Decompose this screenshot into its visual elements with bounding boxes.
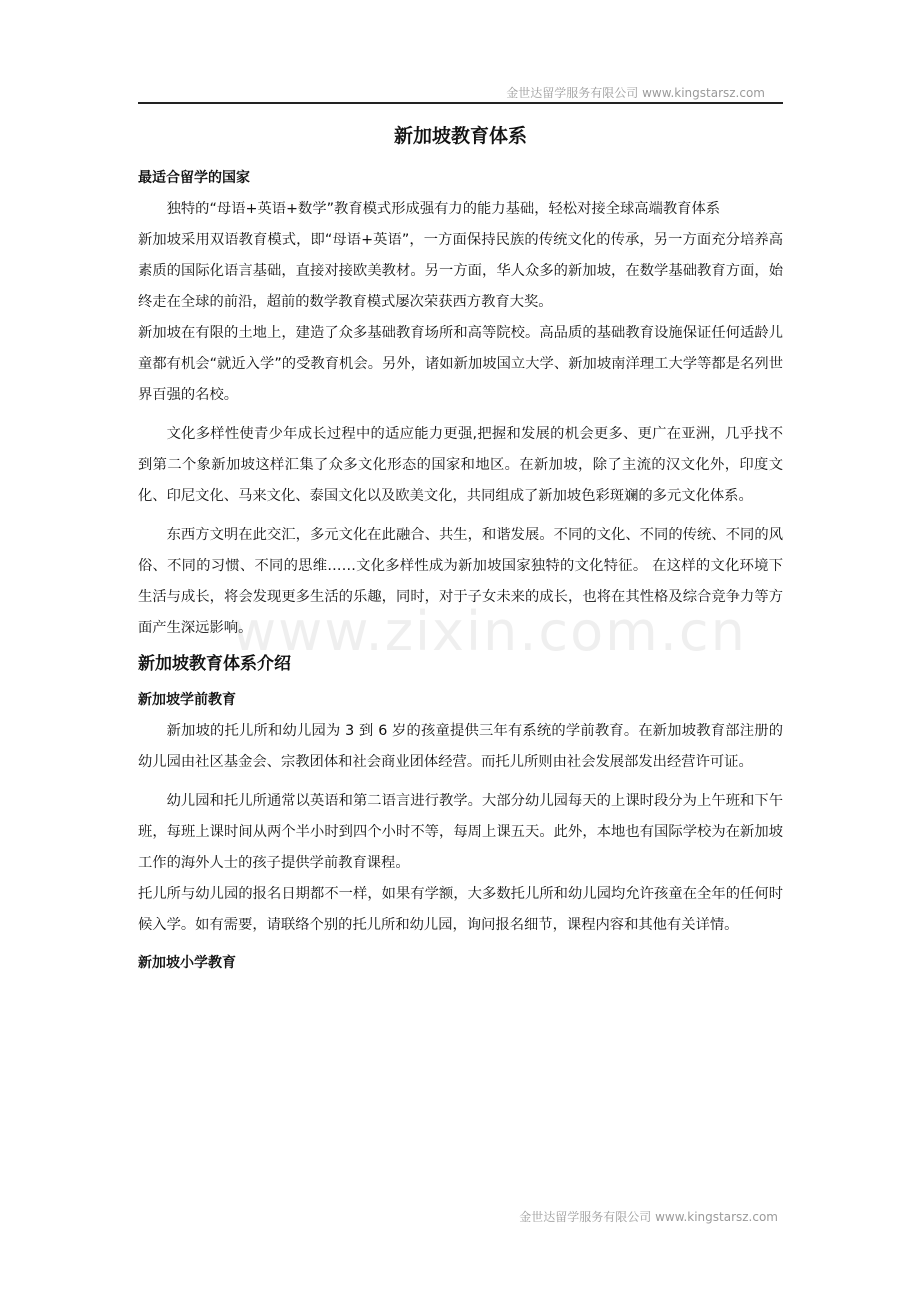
section-heading-system-intro: 新加坡教育体系介绍 bbox=[138, 654, 291, 674]
paragraph: 独特的“母语+英语+数学”教育模式形成强有力的能力基础，轻松对接全球高端教育体系 bbox=[166, 201, 721, 217]
paragraph: 新加坡在有限的土地上，建造了众多基础教育场所和高等院校。高品质的基础教育设施保证任何适龄儿童都有机会“就近入学”的受教育机会。另外，诸如新加坡国立大学、新加坡南洋理工大学等都是名列世界百强的名校。 bbox=[138, 325, 783, 403]
paragraph: 新加坡的托儿所和幼儿园为 3 到 6 岁的孩童提供三年有系统的学前教育。在新加坡教育部注册的幼儿园由社区基金会、宗教团体和社会商业团体经营。而托儿所则由社会发展部发出经营许可证。 bbox=[138, 723, 783, 770]
paragraph: 幼儿园和托儿所通常以英语和第二语言进行教学。大部分幼儿园每天的上课时段分为上午班和下午班，每班上课时间从两个半小时到四个小时不等，每周上课五天。此外，本地也有国际学校为在新加坡工作的海外人士的孩子提供学前教育课程。 bbox=[138, 793, 783, 871]
section-heading-preschool: 新加坡学前教育 bbox=[138, 692, 236, 708]
paragraph: 托儿所与幼儿园的报名日期都不一样，如果有学额，大多数托儿所和幼儿园均允许孩童在全年的任何时候入学。如有需要，请联络个别的托儿所和幼儿园，询问报名细节，课程内容和其他有关详情。 bbox=[138, 886, 783, 933]
page-footer: 金世达留学服务有限公司 www.kingstarsz.com bbox=[519, 1210, 778, 1224]
page-header bbox=[138, 80, 783, 104]
paragraph: 东西方文明在此交汇，多元文化在此融合、共生，和谐发展。不同的文化、不同的传统、不同的风俗、不同的习惯、不同的思维……文化多样性成为新加坡国家独特的文化特征。 在这样的文化环境下生活与成长，将会发现更多生活的乐趣，同时，对于子女未来的成长，也将在其性格及综合竞争力等方面产生深远影响。 bbox=[138, 527, 783, 636]
header-company-text: 金世达留学服务有限公司 www.kingstarsz.com bbox=[506, 86, 765, 100]
paragraph: 新加坡采用双语教育模式，即“母语+英语”，一方面保持民族的传统文化的传承，另一方面充分培养高素质的国际化语言基础，直接对接欧美教材。另一方面，华人众多的新加坡，在数学基础教育方面，始终走在全球的前沿，超前的数学教育模式屡次荣获西方教育大奖。 bbox=[138, 232, 783, 310]
section-heading-primary: 新加坡小学教育 bbox=[138, 955, 236, 971]
page-title: 新加坡教育体系 bbox=[393, 125, 527, 147]
watermark: www.zixin.com.cn bbox=[232, 600, 747, 663]
section-heading-best-country: 最适合留学的国家 bbox=[138, 170, 250, 186]
paragraph: 文化多样性使青少年成长过程中的适应能力更强,把握和发展的机会更多、更广在亚洲，几乎找不到第二个象新加坡这样汇集了众多文化形态的国家和地区。在新加坡，除了主流的汉文化外，印度文化、印尼文化、马来文化、泰国文化以及欧美文化，共同组成了新加坡色彩斑斓的多元文化体系。 bbox=[138, 426, 783, 504]
document-body bbox=[138, 118, 783, 979]
